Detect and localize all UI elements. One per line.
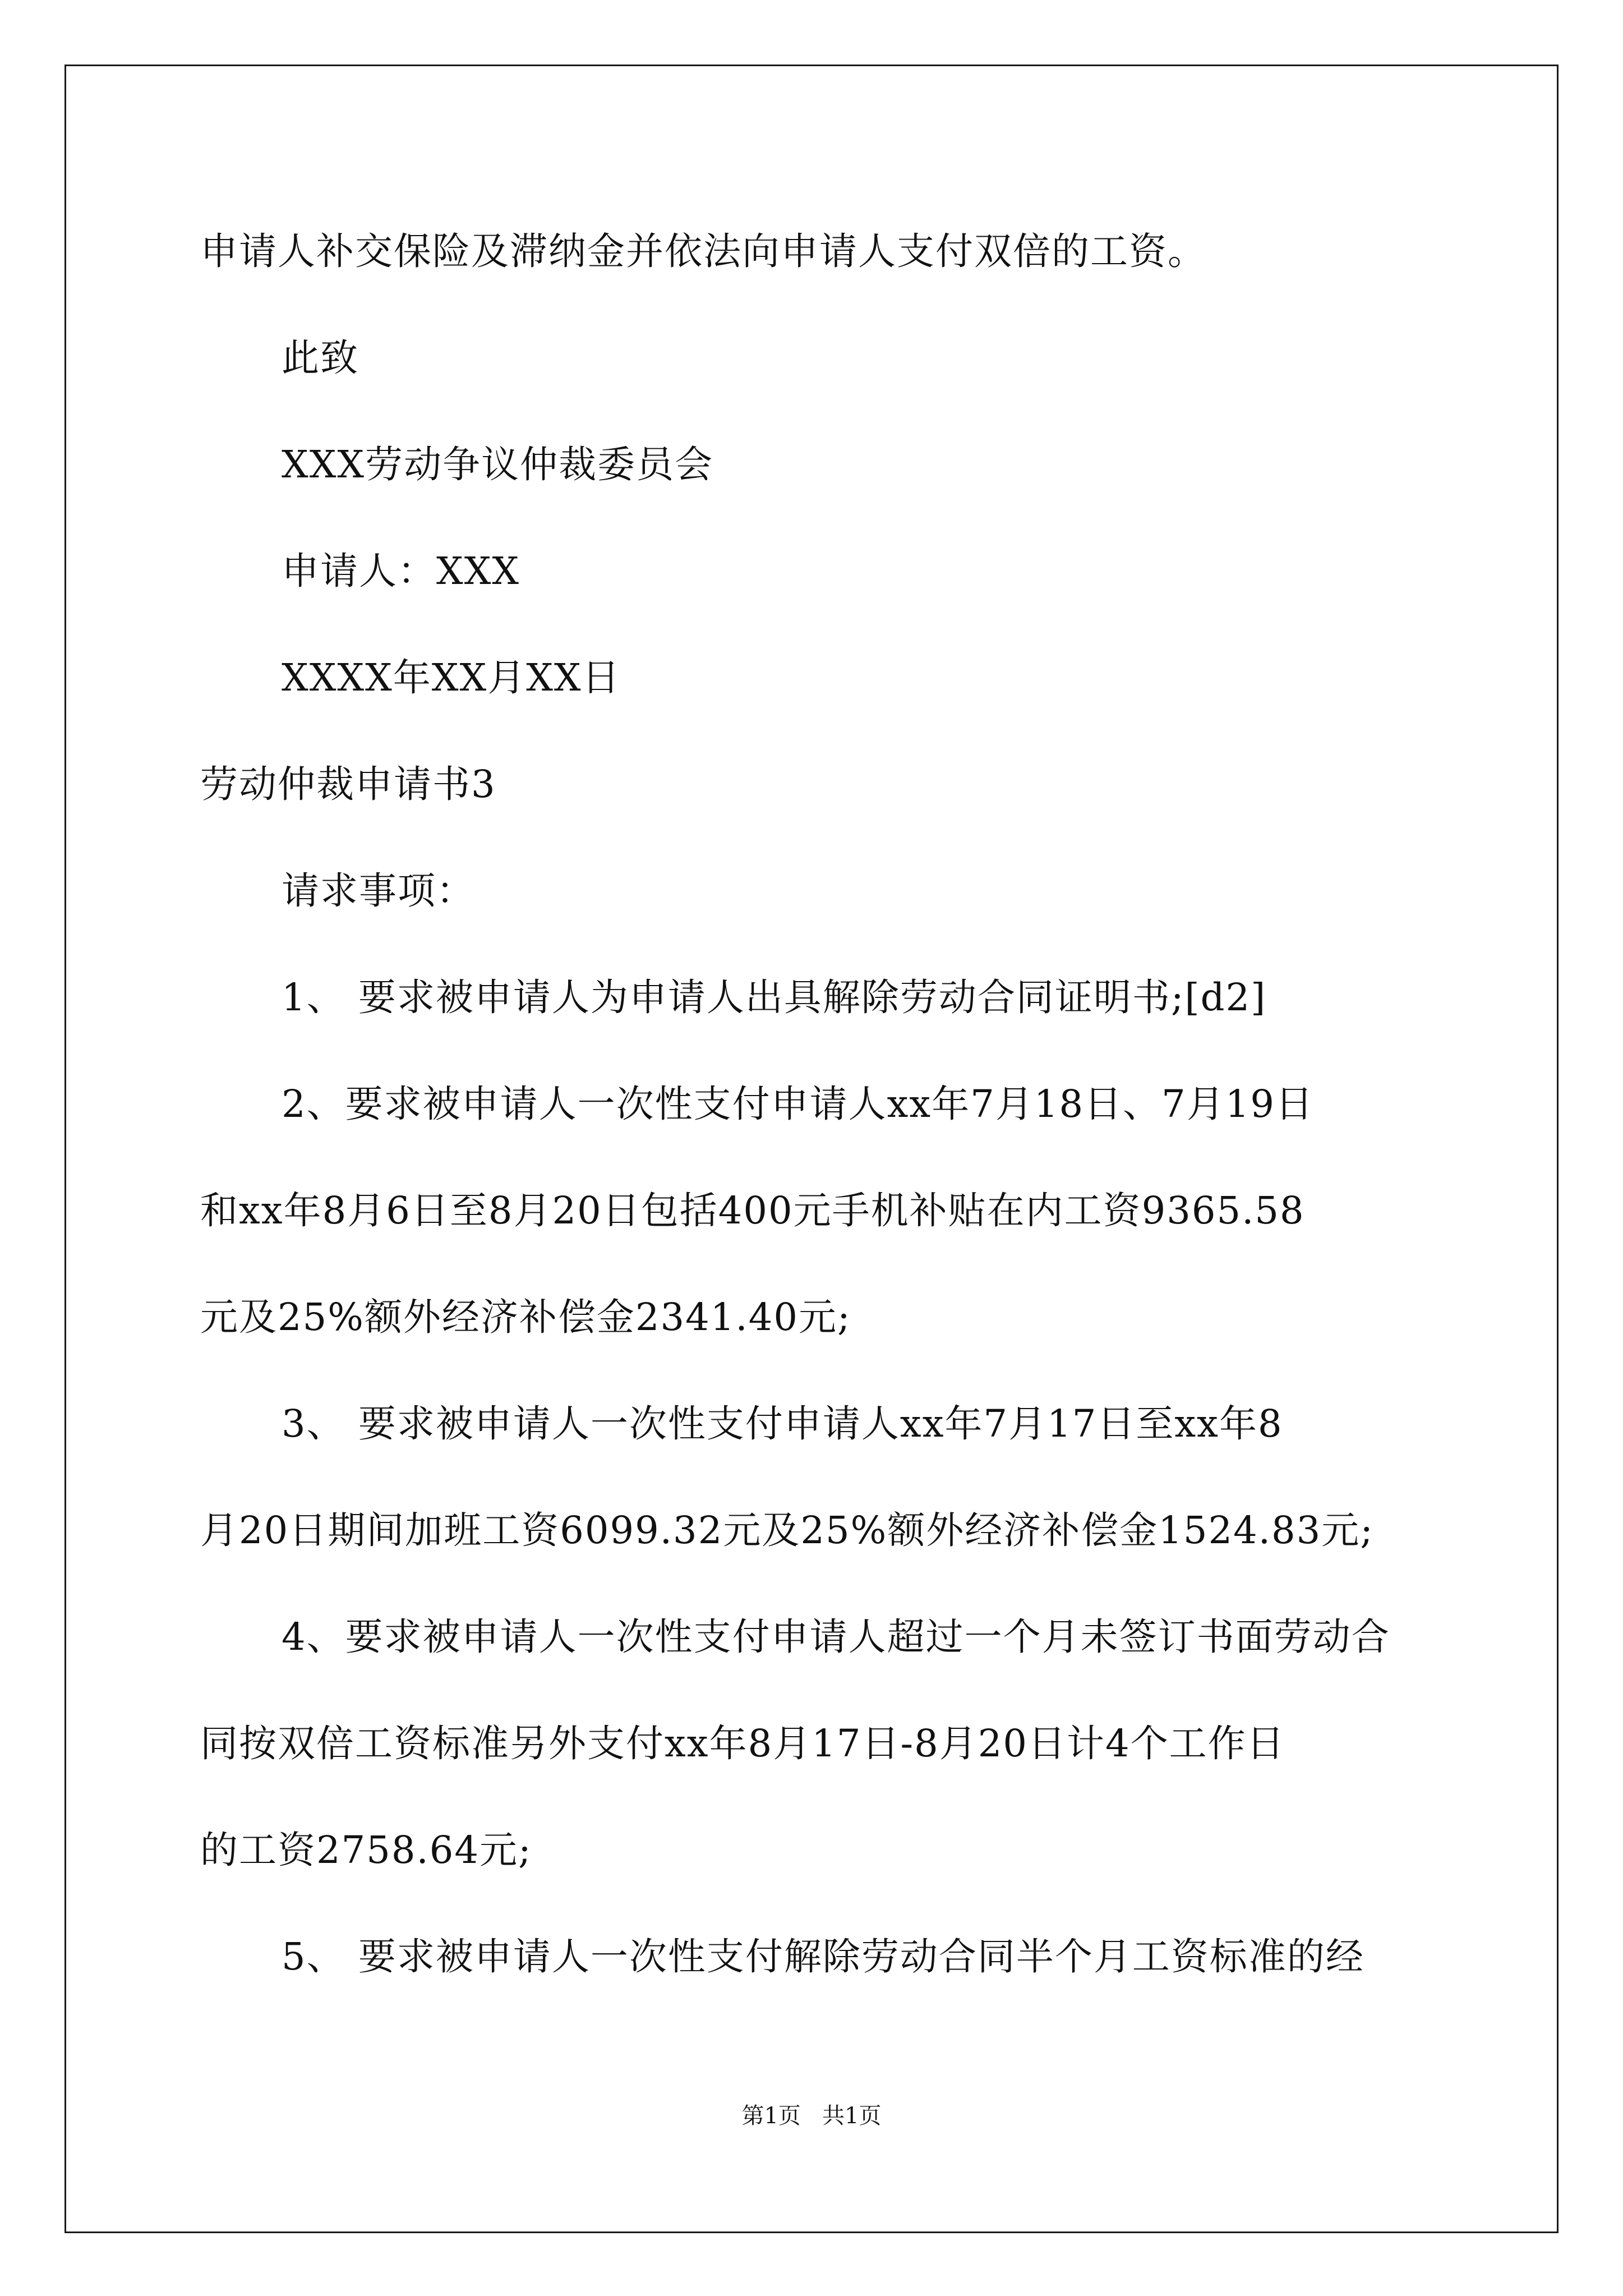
text-line: 同按双倍工资标准另外支付xx年8月17日-8月20日计4个工作日 xyxy=(200,1722,1285,1765)
text-line: 月20日期间加班工资6099.32元及25%额外经济补偿金1524.83元; xyxy=(200,1508,1374,1552)
text-line: 的工资2758.64元; xyxy=(200,1828,532,1872)
text-line: 元及25%额外经济补偿金2341.40元; xyxy=(200,1295,851,1339)
request-item-2: 2、要求被申请人一次性支付申请人xx年7月18日、7月19日 xyxy=(282,1082,1314,1126)
page-border xyxy=(64,65,1559,2233)
request-item-5: 5、 要求被申请人一次性支付解除劳动合同半个月工资标准的经 xyxy=(282,1935,1364,1978)
salutation: 此致 xyxy=(282,336,359,380)
request-item-4: 4、要求被申请人一次性支付申请人超过一个月未签订书面劳动合 xyxy=(282,1615,1390,1659)
date-line: XXXX年XX月XX日 xyxy=(282,656,621,700)
request-item-3: 3、 要求被申请人一次性支付申请人xx年7月17日至xx年8 xyxy=(282,1402,1283,1446)
text-line: 和xx年8月6日至8月20日包括400元手机补贴在内工资9365.58 xyxy=(200,1189,1305,1232)
text-line: 申请人补交保险及滞纳金并依法向申请人支付双倍的工资。 xyxy=(200,229,1206,273)
recipient: XXX劳动争议仲裁委员会 xyxy=(282,443,714,486)
section-title: 劳动仲裁申请书3 xyxy=(200,762,496,806)
applicant-signature: 申请人：XXX xyxy=(282,549,520,593)
requests-heading: 请求事项： xyxy=(282,869,475,913)
page-number-footer: 第1页 共1页 xyxy=(741,2103,882,2129)
request-item-1: 1、 要求被申请人为申请人出具解除劳动合同证明书;[d2] xyxy=(282,976,1267,1019)
